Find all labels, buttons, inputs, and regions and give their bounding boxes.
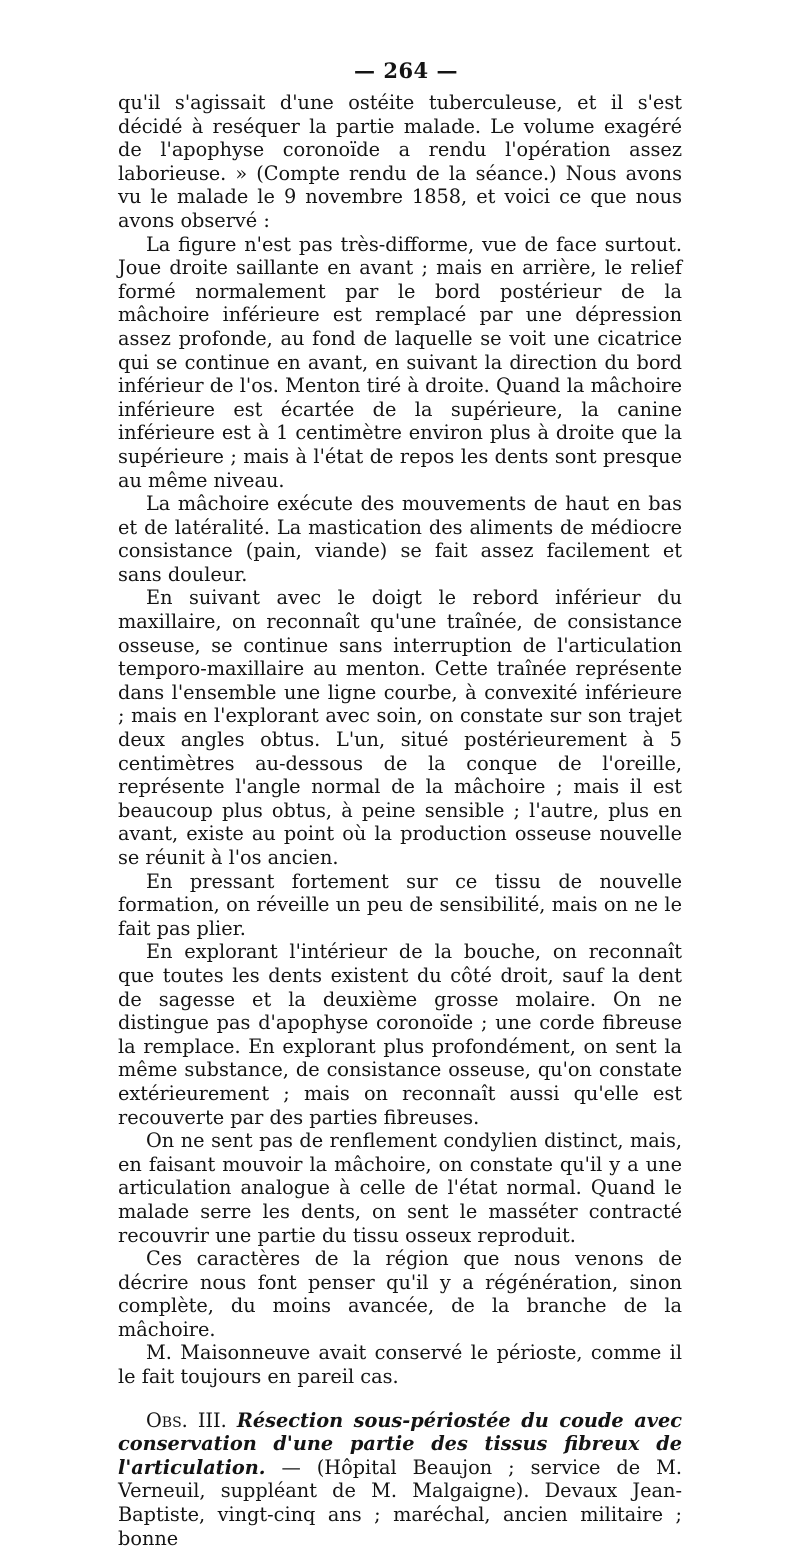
page-body: [118, 91, 682, 1550]
observation-title: Résection sous-périostée du coude avec conservation d'une partie des tissus fibreux de l'articulation.: [118, 1408, 682, 1479]
observation-paragraph: [118, 1409, 682, 1550]
observation-text: — (Hôpital Beaujon ; service de M. Verneuil, suppléant de M. Malgaigne). Devaux Jean-Baptiste, vingt-cinq ans ; maréchal, ancien militaire ; bonne: [118, 1455, 682, 1550]
paragraph-regeneration: Ces caractères de la région que nous venons de décrire nous font penser qu'il y a régénération, sinon complète, du moins avancée, de la branche de la mâchoire.: [118, 1247, 682, 1341]
paragraph-palpation: En suivant avec le doigt le rebord inférieur du maxillaire, on reconnaît qu'une traînée, de consistance osseuse, se continue sans interruption de l'articulation temporo-maxillaire au menton. Cette traînée représente dans l'ensemble une ligne courbe, à convexité inférieure ; mais en l'explorant avec soin, on constate sur son trajet deux angles obtus. L'un, situé postérieurement à 5 centimètres au-dessous de la conque de l'oreille, représente l'angle normal de la mâchoire ; mais il est beaucoup plus obtus, à peine sensible ; l'autre, plus en avant, existe au point où la production osseuse nouvelle se réunit à l'os ancien.: [118, 586, 682, 869]
page-number-header: — 264 —: [354, 58, 458, 83]
paragraph-jaw-movement: La mâchoire exécute des mouvements de haut en bas et de latéralité. La mastication des aliments de médiocre consistance (pain, viande) se fait assez facilement et sans douleur.: [118, 492, 682, 586]
paragraph-pressure: En pressant fortement sur ce tissu de nouvelle formation, on réveille un peu de sensibilité, mais on ne le fait pas plier.: [118, 869, 682, 940]
paragraph-continuation: qu'il s'agissait d'une ostéite tuberculeuse, et il s'est décidé à reséquer la partie malade. Le volume exagéré de l'apophyse coronoïde a rendu l'opération assez laborieuse. » (Compte rendu de la séance.) Nous avons vu le malade le 9 novembre 1858, et voici ce que nous avons observé :: [118, 91, 682, 232]
observation-label: Obs. III.: [146, 1408, 227, 1432]
paragraph-periosteum: M. Maisonneuve avait conservé le périoste, comme il le fait toujours en pareil cas.: [118, 1341, 682, 1389]
paragraph-face-description: La figure n'est pas très-difforme, vue de face surtout. Joue droite saillante en avant ; mais en arrière, le relief formé normalement par le bord postérieur de la mâchoire inférieure est remplacé par une dépression assez profonde, au fond de laquelle se voit une cicatrice qui se continue en avant, en suivant la direction du bord inférieur de l'os. Menton tiré à droite. Quand la mâchoire inférieure est écartée de la supérieure, la canine inférieure est à 1 centimètre environ plus à droite que la supérieure ; mais à l'état de repos les dents sont presque au même niveau.: [118, 232, 682, 492]
paragraph-condyle: On ne sent pas de renflement condylien distinct, mais, en faisant mouvoir la mâchoire, on constate qu'il y a une articulation analogue à celle de l'état normal. Quand le malade serre les dents, on sent le masséter contracté recouvrir une partie du tissu osseux reproduit.: [118, 1129, 682, 1247]
paragraph-mouth-exam: En explorant l'intérieur de la bouche, on reconnaît que toutes les dents existent du côté droit, sauf la dent de sagesse et la deuxième grosse molaire. On ne distingue pas d'apophyse coronoïde ; une corde fibreuse la remplace. En explorant plus profondément, on sent la même substance, de consistance osseuse, qu'on constate extérieurement ; mais on reconnaît aussi qu'elle est recouverte par des parties fibreuses.: [118, 940, 682, 1129]
